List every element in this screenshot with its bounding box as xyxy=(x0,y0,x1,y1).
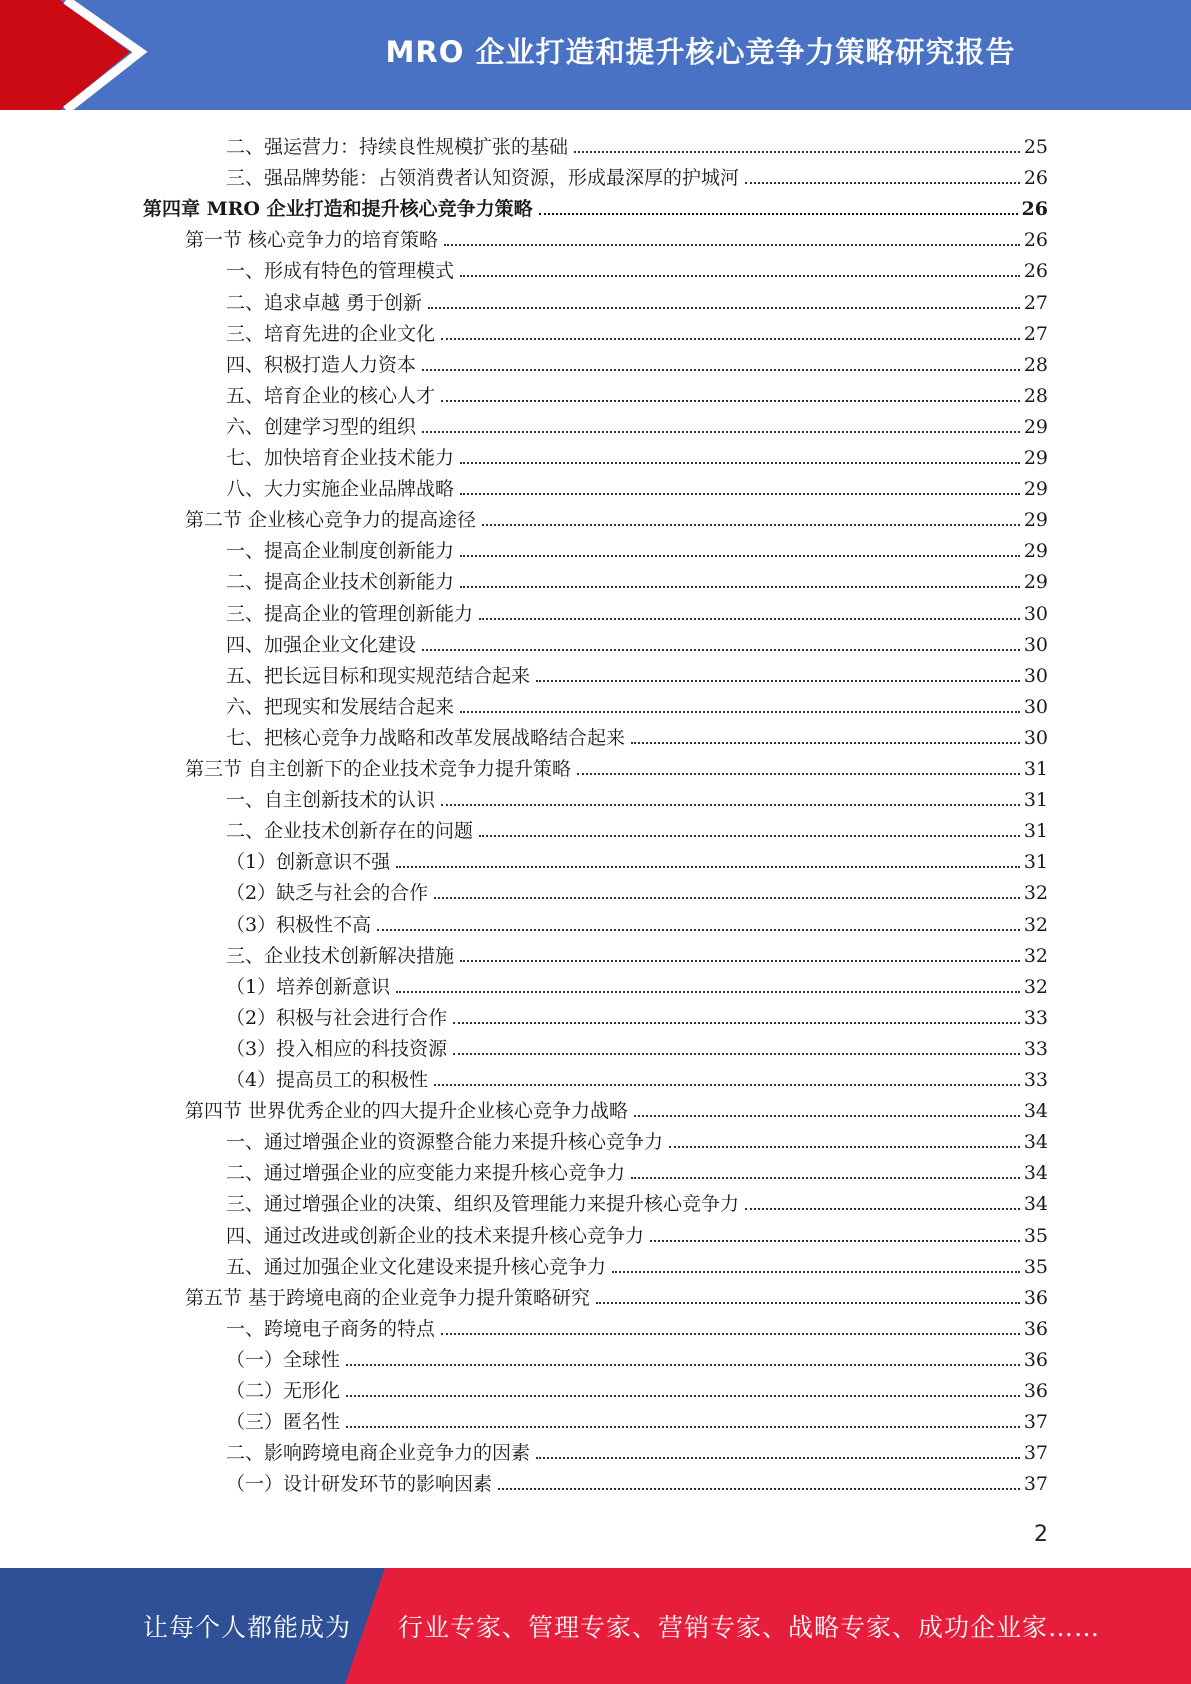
toc-entry-page: 37 xyxy=(1023,1411,1048,1434)
toc-dot-leader xyxy=(539,213,1018,215)
toc-subsection-entry[interactable] xyxy=(226,470,1048,501)
toc-entry-title: 一、形成有特色的管理模式 xyxy=(226,260,455,283)
toc-entry-page: 27 xyxy=(1023,322,1048,345)
toc-subsection-entry[interactable] xyxy=(226,532,1048,563)
toc-entry-title: 第四章 MRO 企业打造和提升核心竞争力策略 xyxy=(143,198,533,221)
toc-entry-title: 二、企业技术创新存在的问题 xyxy=(226,820,474,843)
toc-section-entry[interactable] xyxy=(185,1279,1048,1310)
toc-entry-title: 五、培育企业的核心人才 xyxy=(226,384,436,407)
toc-subsection-entry[interactable] xyxy=(226,968,1048,999)
toc-entry-page: 36 xyxy=(1023,1348,1048,1371)
toc-entry-page: 30 xyxy=(1023,726,1048,749)
toc-dot-leader xyxy=(422,649,1020,651)
toc-entry-title: 二、影响跨境电商企业竞争力的因素 xyxy=(226,1442,531,1465)
toc-entry-title: 三、企业技术创新解决措施 xyxy=(226,944,455,967)
toc-entry-title: 一、提高企业制度创新能力 xyxy=(226,540,455,563)
toc-entry-page: 33 xyxy=(1023,1006,1048,1029)
toc-subsection-entry[interactable] xyxy=(226,906,1048,937)
toc-entry-title: 第三节 自主创新下的企业技术竞争力提升策略 xyxy=(185,758,572,780)
toc-chapter-entry[interactable] xyxy=(143,190,1048,221)
toc-entry-page: 33 xyxy=(1023,1037,1048,1060)
toc-entry-title: （3）积极性不高 xyxy=(226,913,372,936)
toc-entry-title: 六、把现实和发展结合起来 xyxy=(226,695,455,718)
page-footer xyxy=(0,1568,1191,1684)
toc-entry-title: 第二节 企业核心竞争力的提高途径 xyxy=(185,509,477,532)
footer-slogan-left: 让每个人都能成为 xyxy=(143,1613,352,1642)
toc-entry-title: （3）投入相应的科技资源 xyxy=(226,1037,448,1060)
toc-dot-leader xyxy=(574,151,1020,153)
toc-entry-page: 34 xyxy=(1023,1162,1048,1185)
toc-entry-page: 27 xyxy=(1023,291,1048,314)
toc-dot-leader xyxy=(396,866,1020,868)
toc-entry-title: 二、强运营力：持续良性规模扩张的基础 xyxy=(226,136,569,158)
toc-dot-leader xyxy=(346,1364,1020,1366)
toc-subsection-entry[interactable] xyxy=(226,874,1048,905)
toc-dot-leader xyxy=(453,1022,1020,1024)
toc-dot-leader xyxy=(596,1302,1020,1304)
toc-section-entry[interactable] xyxy=(185,501,1048,532)
toc-subsection-entry[interactable] xyxy=(226,1030,1048,1061)
toc-entry-page: 37 xyxy=(1023,1473,1048,1496)
toc-entry-page: 29 xyxy=(1023,478,1048,501)
toc-entry-title: 五、把长远目标和现实规范结合起来 xyxy=(226,664,531,687)
toc-subsection-entry[interactable] xyxy=(226,284,1048,315)
footer-slogan-right: 行业专家、管理专家、营销专家、战略专家、成功企业家…… xyxy=(398,1613,1101,1642)
toc-entry-page: 37 xyxy=(1023,1442,1048,1465)
toc-entry-title: 一、通过增强企业的资源整合能力来提升核心竞争力 xyxy=(226,1131,664,1154)
toc-dot-leader xyxy=(377,929,1020,931)
toc-entry-title: 四、积极打造人力资本 xyxy=(226,353,417,376)
toc-subsection-entry[interactable] xyxy=(226,1185,1048,1216)
toc-dot-leader xyxy=(612,1271,1020,1273)
toc-entry-page: 29 xyxy=(1023,571,1048,594)
toc-subsection-entry[interactable] xyxy=(226,1465,1048,1496)
toc-entry-page: 26 xyxy=(1023,229,1048,252)
toc-dot-leader xyxy=(346,1395,1020,1397)
toc-entry-page: 34 xyxy=(1023,1100,1048,1123)
toc-entry-page: 35 xyxy=(1023,1255,1048,1278)
toc-dot-leader xyxy=(460,275,1020,277)
toc-entry-title: 五、通过加强企业文化建设来提升核心竞争力 xyxy=(226,1255,607,1278)
toc-entry-page: 34 xyxy=(1023,1131,1048,1154)
toc-subsection-entry[interactable] xyxy=(226,812,1048,843)
toc-dot-leader xyxy=(441,400,1020,402)
toc-entry-title: （1）创新意识不强 xyxy=(226,851,391,874)
toc-entry-page: 28 xyxy=(1023,353,1048,376)
toc-entry-page: 32 xyxy=(1023,975,1048,998)
toc-entry-title: （2）缺乏与社会的合作 xyxy=(226,882,429,905)
toc-entry-page: 29 xyxy=(1023,415,1048,438)
header-chevron-decoration xyxy=(0,0,160,110)
toc-subsection-entry[interactable] xyxy=(226,252,1048,283)
toc-dot-leader xyxy=(479,618,1020,620)
toc-entry-title: （4）提高员工的积极性 xyxy=(226,1069,429,1091)
toc-subsection-entry[interactable] xyxy=(226,1123,1048,1154)
toc-entry-title: 一、自主创新技术的认识 xyxy=(226,789,436,812)
toc-entry-page: 32 xyxy=(1023,944,1048,967)
toc-subsection-entry[interactable] xyxy=(226,377,1048,408)
toc-dot-leader xyxy=(441,1333,1020,1335)
toc-subsection-entry[interactable] xyxy=(226,1217,1048,1248)
toc-entry-page: 29 xyxy=(1023,447,1048,469)
toc-entry-page: 28 xyxy=(1023,384,1048,407)
toc-subsection-entry[interactable] xyxy=(226,657,1048,688)
toc-entry-title: 八、大力实施企业品牌战略 xyxy=(226,478,455,501)
toc-dot-leader xyxy=(536,680,1020,682)
toc-entry-title: （一）设计研发环节的影响因素 xyxy=(226,1473,493,1496)
page-number: 2 xyxy=(1034,1522,1048,1547)
toc-entry-page: 36 xyxy=(1023,1317,1048,1340)
toc-subsection-entry[interactable] xyxy=(226,128,1048,159)
toc-entry-title: （1）培养创新意识 xyxy=(226,975,391,998)
toc-entry-page: 31 xyxy=(1023,789,1048,812)
toc-entry-title: 第五节 基于跨境电商的企业竞争力提升策略研究 xyxy=(185,1286,591,1309)
toc-dot-leader xyxy=(460,960,1020,962)
toc-dot-leader xyxy=(441,338,1020,340)
toc-dot-leader xyxy=(745,182,1020,184)
toc-subsection-entry[interactable] xyxy=(226,1341,1048,1372)
toc-subsection-entry[interactable] xyxy=(226,688,1048,719)
toc-entry-page: 31 xyxy=(1023,820,1048,843)
toc-entry-title: 二、通过增强企业的应变能力来提升核心竞争力 xyxy=(226,1162,626,1185)
toc-section-entry[interactable] xyxy=(185,221,1048,252)
toc-subsection-entry[interactable] xyxy=(226,439,1048,470)
toc-entry-title: 三、通过增强企业的决策、组织及管理能力来提升核心竞争力 xyxy=(226,1193,740,1216)
toc-entry-page: 30 xyxy=(1023,664,1048,687)
toc-entry-title: （2）积极与社会进行合作 xyxy=(226,1006,448,1029)
toc-entry-page: 26 xyxy=(1021,198,1048,221)
toc-dot-leader xyxy=(498,1488,1020,1490)
toc-entry-title: 七、加快培育企业技术能力 xyxy=(226,447,455,469)
toc-subsection-entry[interactable] xyxy=(226,843,1048,874)
toc-subsection-entry[interactable] xyxy=(226,159,1048,190)
toc-entry-title: 二、追求卓越 勇于创新 xyxy=(226,291,423,314)
toc-entry-page: 26 xyxy=(1023,260,1048,283)
toc-entry-page: 29 xyxy=(1023,540,1048,563)
toc-subsection-entry[interactable] xyxy=(226,1434,1048,1465)
toc-entry-title: 三、培育先进的企业文化 xyxy=(226,322,436,345)
toc-dot-leader xyxy=(444,244,1020,246)
toc-entry-page: 30 xyxy=(1023,695,1048,718)
toc-dot-leader xyxy=(460,711,1020,713)
toc-entry-page: 33 xyxy=(1023,1069,1048,1091)
toc-subsection-entry[interactable] xyxy=(226,563,1048,594)
toc-dot-leader xyxy=(631,742,1020,744)
toc-dot-leader xyxy=(650,1240,1020,1242)
toc-entry-page: 29 xyxy=(1023,509,1048,532)
toc-entry-title: 七、把核心竞争力战略和改革发展战略结合起来 xyxy=(226,726,626,749)
toc-dot-leader xyxy=(460,586,1020,588)
toc-entry-page: 26 xyxy=(1023,167,1048,190)
toc-dot-leader xyxy=(453,1053,1020,1055)
report-title: MRO 企业打造和提升核心竞争力策略研究报告 xyxy=(385,34,1016,69)
toc-subsection-entry[interactable] xyxy=(226,1154,1048,1185)
toc-entry-title: （三）匿名性 xyxy=(226,1411,341,1434)
toc-entry-title: 第一节 核心竞争力的培育策略 xyxy=(185,229,439,252)
toc-subsection-entry[interactable] xyxy=(226,1061,1048,1092)
toc-dot-leader xyxy=(479,835,1020,837)
toc-entry-page: 34 xyxy=(1023,1193,1048,1216)
toc-entry-page: 30 xyxy=(1023,602,1048,625)
toc-dot-leader xyxy=(536,1457,1020,1459)
toc-dot-leader xyxy=(634,1115,1020,1117)
toc-subsection-entry[interactable] xyxy=(226,1248,1048,1279)
toc-subsection-entry[interactable] xyxy=(226,937,1048,968)
toc-entry-page: 31 xyxy=(1023,758,1048,780)
toc-entry-page: 30 xyxy=(1023,633,1048,656)
toc-subsection-entry[interactable] xyxy=(226,719,1048,750)
toc-subsection-entry[interactable] xyxy=(226,1403,1048,1434)
toc-entry-page: 25 xyxy=(1023,136,1048,158)
toc-section-entry[interactable] xyxy=(185,750,1048,781)
toc-dot-leader xyxy=(434,1084,1020,1086)
toc-entry-title: （二）无形化 xyxy=(226,1380,341,1402)
toc-dot-leader xyxy=(441,804,1020,806)
toc-dot-leader xyxy=(460,462,1020,464)
toc-entry-title: 四、加强企业文化建设 xyxy=(226,633,417,656)
toc-entry-page: 35 xyxy=(1023,1224,1048,1247)
toc-dot-leader xyxy=(396,991,1020,993)
toc-dot-leader xyxy=(434,897,1020,899)
toc-dot-leader xyxy=(422,431,1020,433)
toc-entry-title: 二、提高企业技术创新能力 xyxy=(226,571,455,594)
toc-subsection-entry[interactable] xyxy=(226,781,1048,812)
toc-dot-leader xyxy=(460,555,1020,557)
toc-entry-title: 六、创建学习型的组织 xyxy=(226,415,417,438)
toc-dot-leader xyxy=(482,524,1020,526)
toc-entry-title: （一）全球性 xyxy=(226,1348,341,1371)
toc-subsection-entry[interactable] xyxy=(226,626,1048,657)
red-chevron xyxy=(0,0,130,110)
toc-subsection-entry[interactable] xyxy=(226,999,1048,1030)
toc-subsection-entry[interactable] xyxy=(226,315,1048,346)
toc-dot-leader xyxy=(669,1146,1020,1148)
toc-entry-page: 31 xyxy=(1023,851,1048,874)
toc-section-entry[interactable] xyxy=(185,1092,1048,1123)
toc-entry-page: 32 xyxy=(1023,882,1048,905)
toc-subsection-entry[interactable] xyxy=(226,595,1048,626)
toc-subsection-entry[interactable] xyxy=(226,346,1048,377)
toc-entry-page: 32 xyxy=(1023,913,1048,936)
toc-dot-leader xyxy=(346,1426,1020,1428)
toc-entry-title: 三、强品牌势能：占领消费者认知资源，形成最深厚的护城河 xyxy=(226,167,740,190)
toc-entry-page: 36 xyxy=(1023,1380,1048,1402)
toc-dot-leader xyxy=(631,1177,1020,1179)
toc-dot-leader xyxy=(460,493,1020,495)
page-header xyxy=(0,0,1191,110)
toc-dot-leader xyxy=(577,773,1020,775)
toc-entry-title: 第四节 世界优秀企业的四大提升企业核心竞争力战略 xyxy=(185,1100,629,1123)
toc-subsection-entry[interactable] xyxy=(226,1372,1048,1403)
toc-subsection-entry[interactable] xyxy=(226,408,1048,439)
toc-dot-leader xyxy=(422,369,1020,371)
toc-entry-title: 一、跨境电子商务的特点 xyxy=(226,1317,436,1340)
toc-dot-leader xyxy=(428,307,1020,309)
toc-subsection-entry[interactable] xyxy=(226,1310,1048,1341)
toc-dot-leader xyxy=(745,1208,1020,1210)
toc-entry-page: 36 xyxy=(1023,1286,1048,1309)
toc-entry-title: 三、提高企业的管理创新能力 xyxy=(226,602,474,625)
toc-entry-title: 四、通过改进或创新企业的技术来提升核心竞争力 xyxy=(226,1224,645,1247)
